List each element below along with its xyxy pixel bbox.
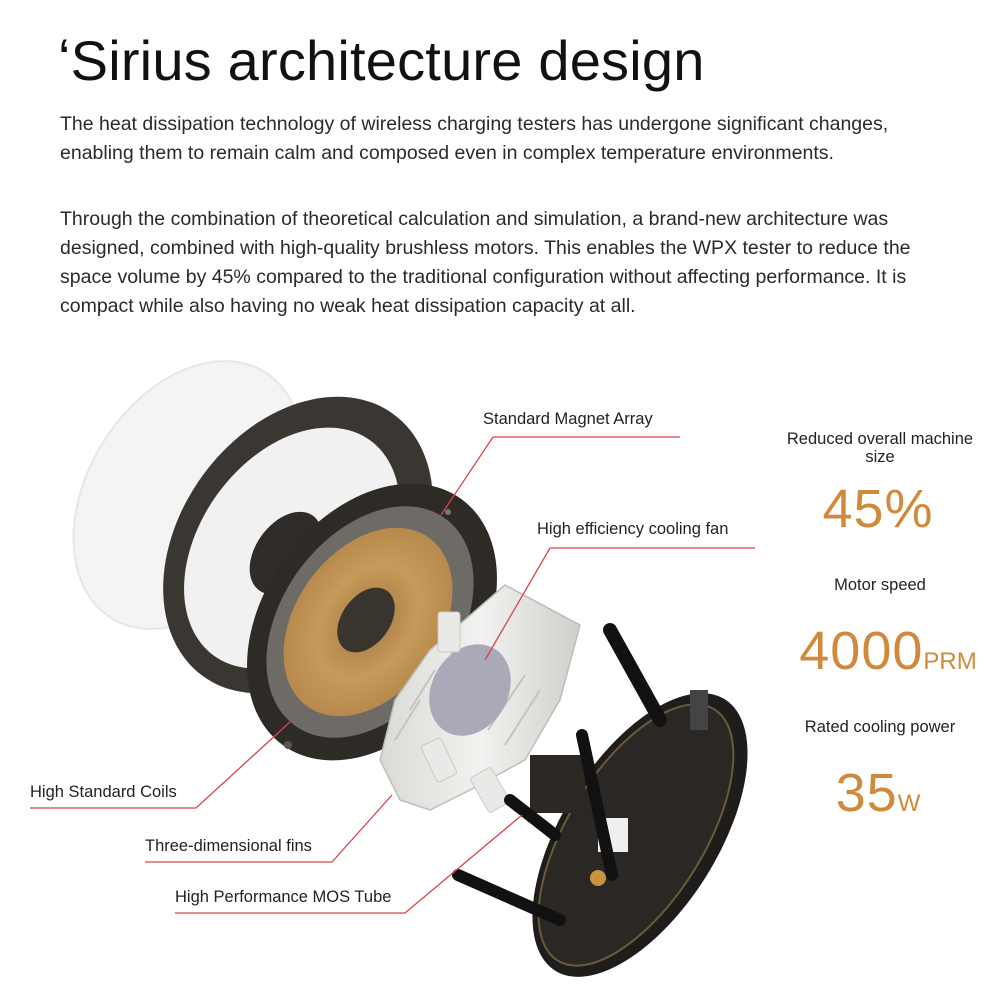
speed-stat [778,620,998,682]
speed-stat-unit: PRM [923,648,977,675]
size-stat-value: 45% [822,479,934,539]
page-title: ʻSirius architecture design [58,29,705,92]
leader-magnet-array [441,437,680,515]
detail-paragraph: Through the combination of theoretical calculation and simulation, a brand-new architecture was designed, combined with high-quality brushless motors. This enables the WPX tester to reduce the space volume by 45% compared to the traditional configuration without affecting performance. It is compact while also having no weak heat dissipation capacity at all. [60,208,911,317]
speed-stat-value: 4000 [799,621,924,681]
power-stat-unit: W [897,790,921,817]
size-stat-label: Reduced overall machine size [786,430,974,466]
speed-stat-label: Motor speed [834,576,926,594]
intro-paragraph: The heat dissipation technology of wireless charging testers has undergone significant changes, enabling them to remain calm and composed even in complex temperature environments. [60,113,889,164]
callout-mos-tube: High Performance MOS Tube [175,888,392,906]
power-stat-label: Rated cooling power [804,718,956,736]
callout-fins: Three-dimensional fins [145,837,312,855]
callout-magnet-array: Standard Magnet Array [483,410,653,428]
power-stat [768,762,988,824]
callout-cooling-fan: High efficiency cooling fan [537,520,729,538]
power-stat-value: 35 [835,763,898,823]
callout-coils: High Standard Coils [30,783,177,801]
